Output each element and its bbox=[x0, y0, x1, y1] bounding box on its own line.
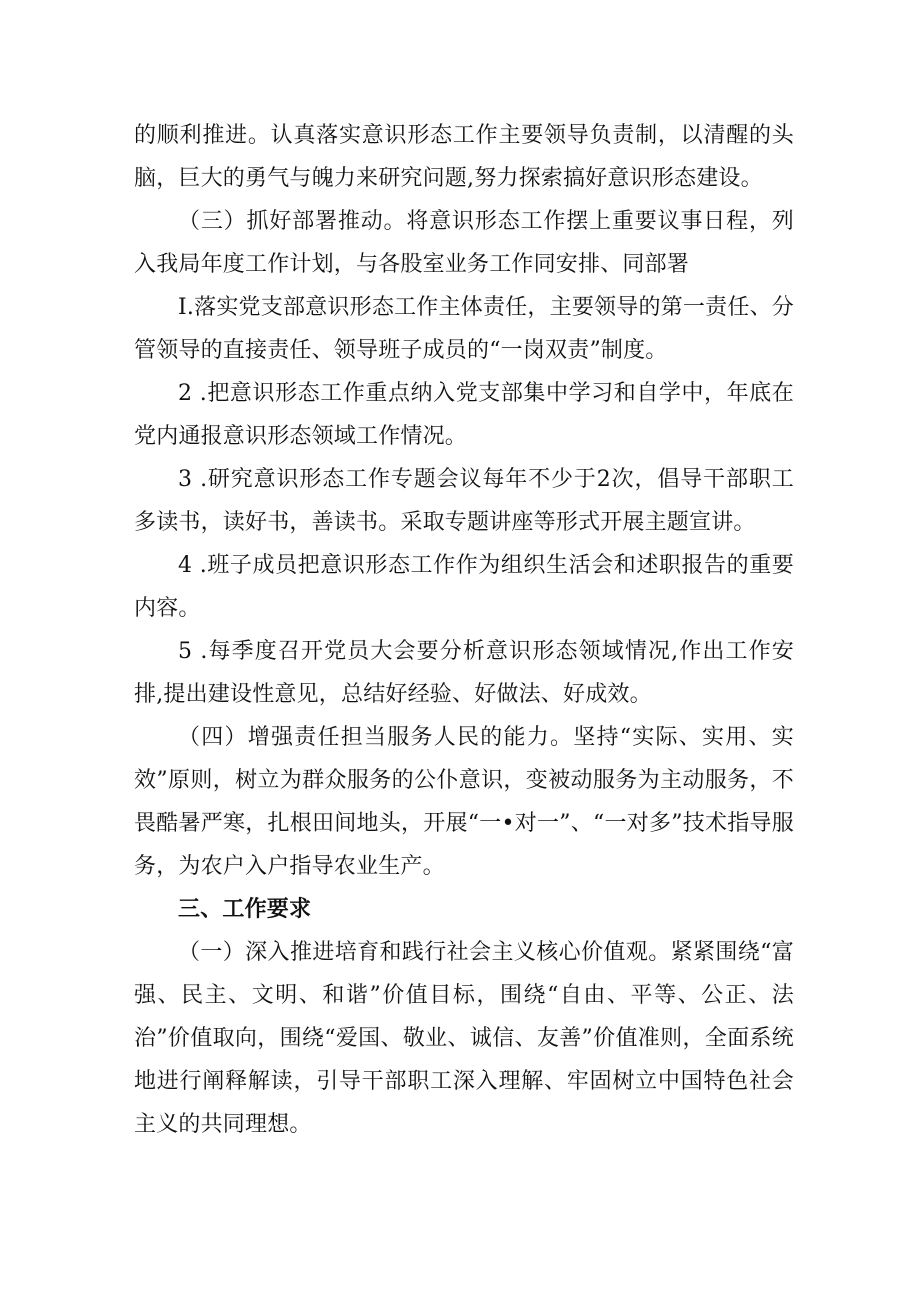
paragraph-3: I.落实党支部意识形态工作主体责任，主要领导的第一责任、分管领导的直接责任、领导班子成员的“一岗双责”制度。 bbox=[134, 295, 794, 363]
paragraph-5: 3 .研究意识形态工作专题会议每年不少于2次，倡导干部职工多读书，读好书，善读书。采取专题讲座等形式开展主题宣讲。 bbox=[134, 467, 794, 535]
section-heading: 三、工作要求 bbox=[178, 897, 312, 922]
paragraph-1: 的顺利推进。认真落实意识形态工作主要领导负责制，以清醒的头脑，巨大的勇气与魄力来研究问题,努力探索搞好意识形态建设。 bbox=[134, 123, 794, 191]
paragraph-8: （四）增强责任担当服务人民的能力。坚持“实际、实用、实效”原则，树立为群众服务的公仆意识，变被动服务为主动服务，不畏酷暑严寒，扎根田间地头，开展“一•对一”、“一对多”技术指导服务，为农户入户指导农业生产。 bbox=[134, 725, 794, 879]
document-body bbox=[134, 114, 794, 1146]
paragraph-9: （一）深入推进培育和践行社会主义核心价值观。紧紧围绕“富强、民主、文明、和谐”价值目标，围绕“自由、平等、公正、法治”价值取向，围绕“爱国、敬业、诚信、友善”价值准则，全面系统地进行阐释解读，引导干部职工深入理解、牢固树立中国特色社会主义的共同理想。 bbox=[134, 940, 794, 1137]
paragraph-6: 4 .班子成员把意识形态工作作为组织生活会和述职报告的重要内容。 bbox=[134, 553, 794, 621]
paragraph-2: （三）抓好部署推动。将意识形态工作摆上重要议事日程，列入我局年度工作计划，与各股室业务工作同安排、同部署 bbox=[134, 209, 794, 277]
paragraph-7: 5 .每季度召开党员大会要分析意识形态领域情况,作出工作安排,提出建设性意见，总结好经验、好做法、好成效。 bbox=[134, 639, 794, 707]
paragraph-4: 2 .把意识形态工作重点纳入党支部集中学习和自学中，年底在党内通报意识形态领域工作情况。 bbox=[134, 381, 794, 449]
